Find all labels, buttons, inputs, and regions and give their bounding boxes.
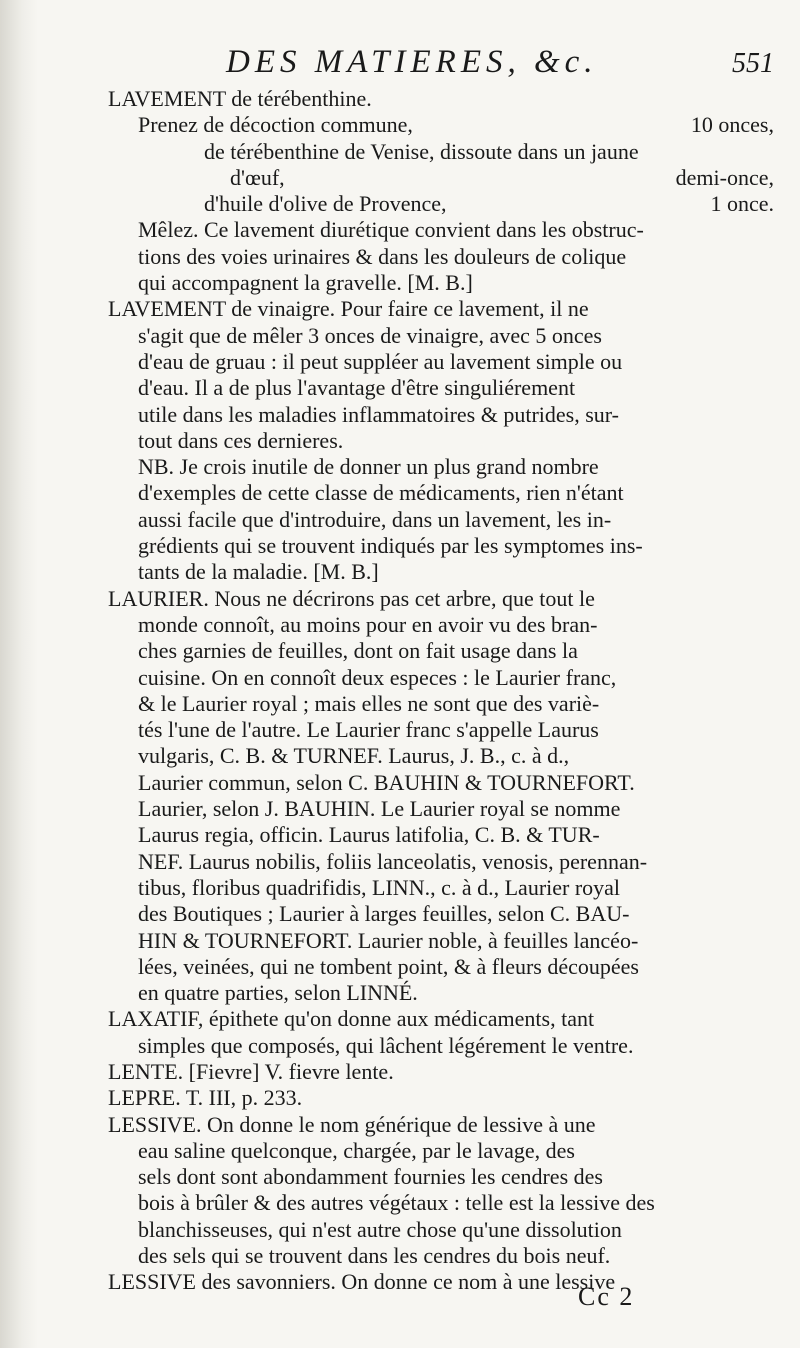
text-line: lées, veinées, qui ne tombent point, & à fleurs découpées: [138, 953, 639, 979]
text-line: LAVEMENT de térébenthine.: [108, 86, 372, 111]
text-line: eau saline quelconque, chargée, par le lavage, des: [138, 1137, 575, 1163]
text-line: tants de la maladie. [M. B.]: [138, 559, 379, 585]
text-line: Laurus regia, officin. Laurus latifolia, C. B. & TUR-: [138, 822, 600, 848]
text-line: Laurier, selon J. BAUHIN. Le Laurier royal se nomme: [138, 796, 621, 822]
text-line: d'exemples de cette classe de médicaments, rien n'étant: [138, 480, 624, 506]
text-line: & le Laurier royal ; mais elles ne sont que des variè-: [138, 690, 600, 716]
text-line: bois à brûler & des autres végétaux : telle est la lessive des: [138, 1190, 655, 1216]
text-line: LENTE. [Fievre] V. fievre lente.: [108, 1058, 394, 1084]
text-line: grédients qui se trouvent indiqués par les symptomes ins-: [138, 533, 643, 559]
signature-mark: Cc 2: [578, 1282, 635, 1311]
page-body: [108, 86, 780, 1296]
text-line: LAXATIF, épithete qu'on donne aux médicaments, tant: [108, 1006, 595, 1032]
text-line: tés l'une de l'autre. Le Laurier franc s'appelle Laurus: [138, 717, 599, 743]
page-number: 551: [732, 48, 774, 79]
text-line: d'eau de gruau : il peut suppléer au lavement simple ou: [138, 348, 623, 374]
recipe-item: Prenez de décoction commune,: [138, 112, 413, 138]
text-line: LAURIER. Nous ne décrirons pas cet arbre, que tout le: [108, 585, 595, 611]
text-line: [108, 112, 780, 138]
recipe-quantity: 1 once.: [710, 191, 774, 217]
text-line: [108, 191, 780, 217]
text-line: tions des voies urinaires & dans les douleurs de colique: [138, 243, 627, 269]
recipe-item: d'huile d'olive de Provence,: [204, 191, 447, 217]
text-line: qui accompagnent la gravelle. [M. B.]: [138, 270, 473, 296]
text-line: en quatre parties, selon LINNÉ.: [138, 980, 418, 1006]
text-line: de térébenthine de Venise, dissoute dans un jaune: [204, 138, 639, 164]
text-line: [108, 165, 780, 191]
recipe-quantity: 10 onces,: [690, 112, 774, 138]
text-line: tout dans ces dernieres.: [138, 427, 344, 453]
text-line: HIN & TOURNEFORT. Laurier noble, à feuilles lancéo-: [138, 927, 639, 953]
page-gutter: [0, 0, 38, 1348]
text-line: d'eau. Il a de plus l'avantage d'être singuliérement: [138, 375, 576, 401]
text-line: ches garnies de feuilles, dont on fait usage dans la: [138, 638, 578, 664]
text-line: tibus, floribus quadrifidis, LINN., c. à d., Laurier royal: [138, 874, 621, 900]
text-line: utile dans les maladies inflammatoires & putrides, sur-: [138, 401, 620, 427]
text-line: sels dont sont abondamment fournies les cendres des: [138, 1164, 603, 1190]
recipe-quantity: demi-once,: [675, 164, 774, 190]
text-line: LAVEMENT de vinaigre. Pour faire ce lavement, il ne: [108, 296, 589, 322]
text-line: vulgaris, C. B. & TURNEF. Laurus, J. B., c. à d.,: [138, 743, 570, 769]
recipe-item: d'œuf,: [230, 164, 285, 190]
text-line: s'agit que de mêler 3 onces de vinaigre, avec 5 onces: [138, 322, 602, 348]
text-line: simples que composés, qui lâchent légérement le ventre.: [138, 1032, 634, 1058]
text-line: monde connoît, au moins pour en avoir vu des bran-: [138, 611, 598, 637]
text-line: LESSIVE des savonniers. On donne ce nom à une lessive: [108, 1269, 616, 1295]
text-line: des sels qui se trouvent dans les cendres du bois neuf.: [138, 1243, 611, 1269]
text-line: NB. Je crois inutile de donner un plus grand nombre: [138, 454, 599, 480]
text-line: Laurier commun, selon C. BAUHIN & TOURNEFORT.: [138, 769, 635, 795]
text-line: blanchisseuses, qui n'est autre chose qu'une dissolution: [138, 1216, 622, 1242]
running-title: DES MATIERES, &c.: [226, 44, 598, 80]
text-line: Mêlez. Ce lavement diurétique convient dans les obstruc-: [138, 217, 644, 243]
text-line: NEF. Laurus nobilis, foliis lanceolatis, venosis, perennan-: [138, 848, 648, 874]
text-line: cuisine. On en connoît deux especes : le Laurier franc,: [138, 664, 617, 690]
text-line: des Boutiques ; Laurier à larges feuilles, selon C. BAU-: [138, 901, 630, 927]
page-header: [222, 44, 782, 92]
text-line: LESSIVE. On donne le nom générique de lessive à une: [108, 1111, 596, 1137]
text-line: aussi facile que d'introduire, dans un lavement, les in-: [138, 506, 612, 532]
text-line: LEPRE. T. III, p. 233.: [108, 1085, 303, 1111]
